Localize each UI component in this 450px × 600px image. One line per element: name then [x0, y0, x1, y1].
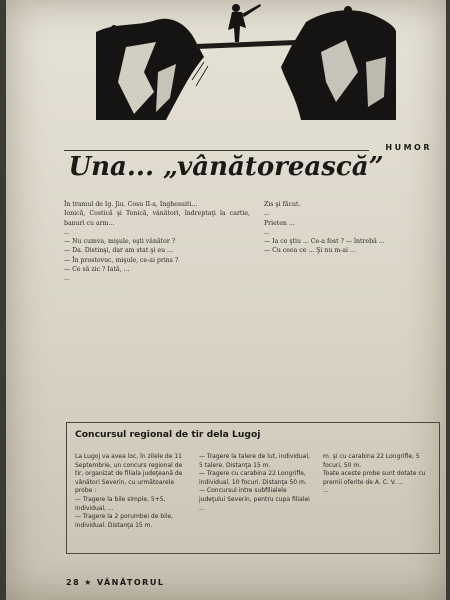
section-rule: [64, 150, 369, 151]
contest-box: [66, 422, 440, 554]
article-column-right: Zis şi făcut. ... Prieten ... ... — Ia ce ştiu ... Ce-a fost ? — întrebă ... — Cu ceea ce ... Şi nu m-ai ...: [264, 201, 385, 255]
magazine-name: VÂNĂTORUL: [96, 578, 165, 587]
page-number: 28: [66, 578, 81, 587]
contest-column-2: — Tragere la talere de lut, individual, 5 talere. Distanţa 15 m. — Tragere cu carabina 22 Longrifle, individual, 10 focuri. Distanţa 50 m. — Concursul intre subfilialele judeţului Severin, pentru cupa filialei ...: [199, 453, 310, 512]
article-headline: Una... „vânătorească”: [68, 152, 384, 182]
contest-title: Concursul regional de tir dela Lugoj: [75, 429, 261, 440]
hunting-illustration: [96, 2, 396, 120]
section-label: HUMOR: [385, 143, 432, 152]
contest-column-1: La Lugoj va avea loc, în zilele de 11 Septembrie, un concurs regional de tir, organizat de filiala judeţeană de vânători Severin, cu următoarele probe : — Tragere la bile simple, 5+5, individual, ... — Tragere la 2 porumbei de bile, individual. Distanţa 15 m.: [75, 453, 183, 529]
magazine-page: [6, 0, 446, 600]
article-column-left: În tramul de Ig. Jiu. Cosu II-a, Inghesuiti... Ionică, Costică şi Tonică, vânători, îndreptaţi la cartie, banuri cu arm... ... — Nu cumva, mişule, eşti vânător ? — Da. Distinşi, dar am stat şi eu ... — În prostovuc, mişule, ce-ai prins ? — Ce să zic ? Iată, ... ...: [64, 201, 250, 283]
contest-column-3: m. şi cu carabina 22 Longrifle, 5 focuri, 50 m. Toate aceste probe sunt dotate cu premii oferite de A. C. V. ... ...: [323, 453, 426, 495]
page-footer: [66, 578, 164, 587]
star-icon: ★: [84, 578, 93, 587]
